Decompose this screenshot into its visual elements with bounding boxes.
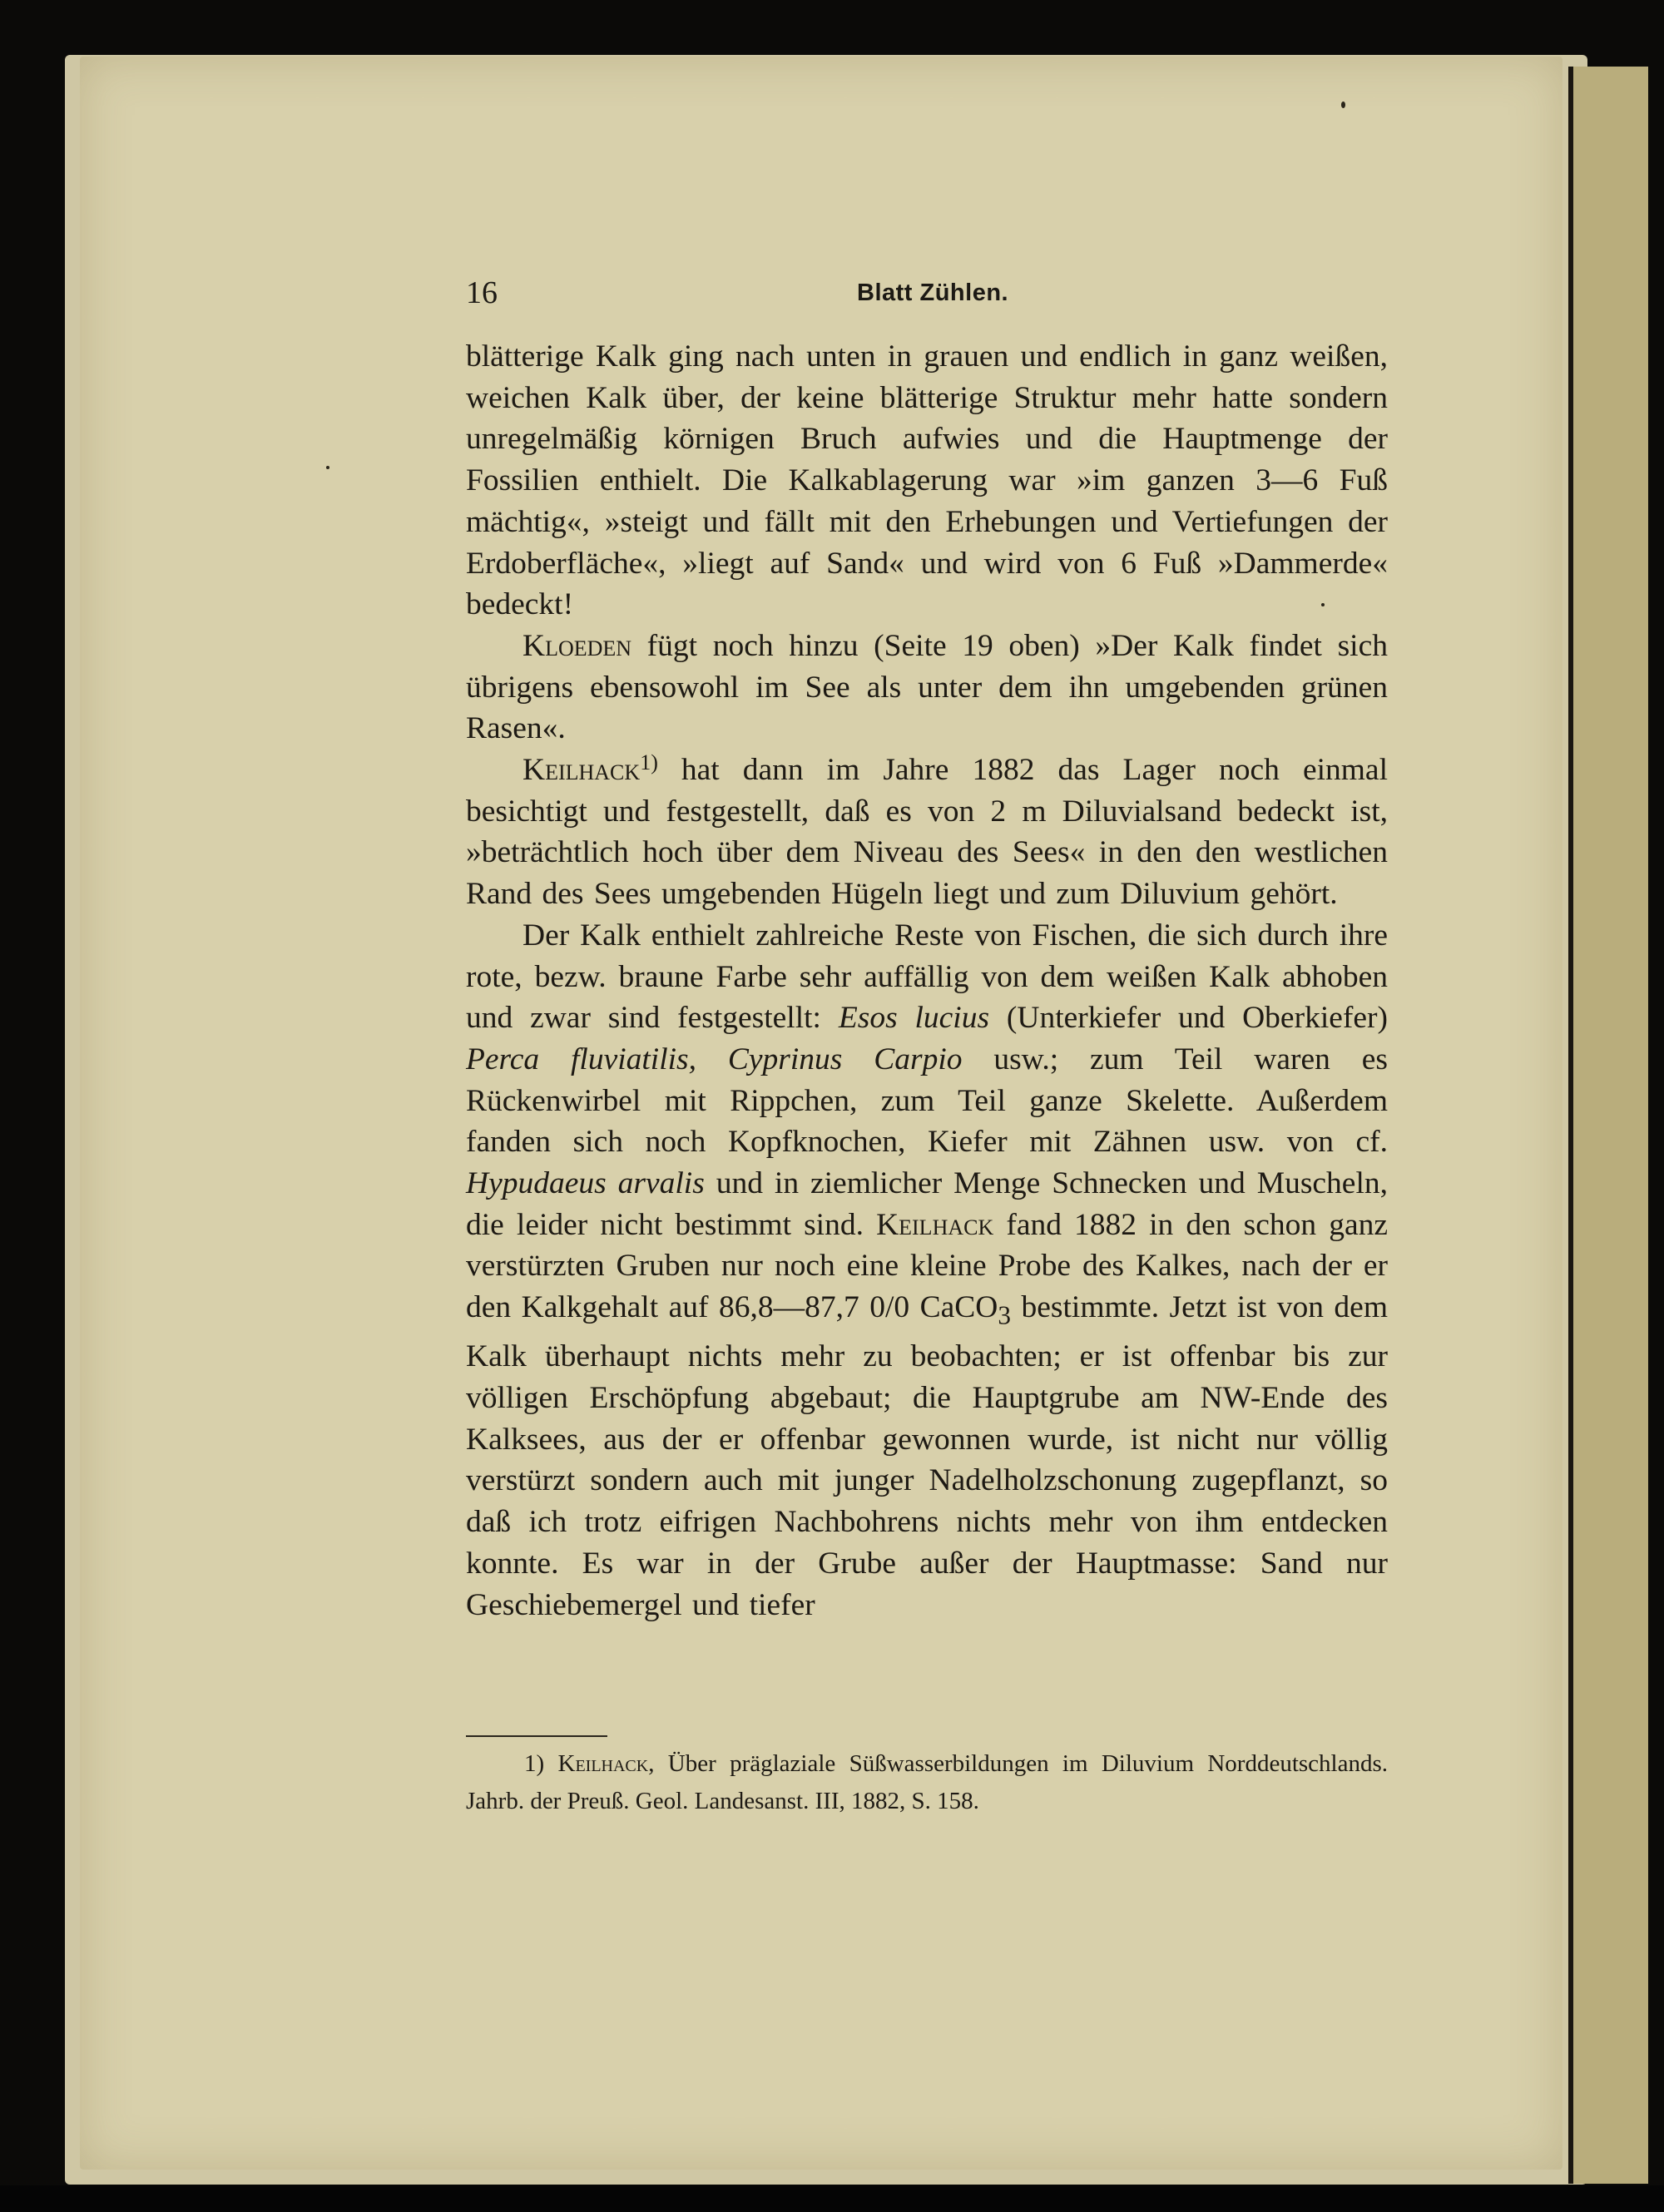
footnote <box>466 1745 1388 1820</box>
footnote-author: Keilhack, <box>557 1750 655 1777</box>
running-head <box>466 275 1381 314</box>
author-name: Keilhack <box>876 1207 994 1242</box>
footnote-rule <box>466 1735 607 1737</box>
footnote-marker: 1) <box>640 750 658 775</box>
percent-sign: 0/0 <box>869 1290 910 1325</box>
paragraph-1: blätterige Kalk ging nach unten in grauen und endlich in ganz weißen, weichen Kalk über, der keine blätterige Struktur mehr hatte sondern unregelmäßig körnigen Bruch aufwies und die Hauptmenge der Fossilien enthielt. Die Kalkablagerung war »im ganzen 3—6 Fuß mächtig«, »steigt und fällt mit den Erhebungen und Vertiefungen der Erdoberfläche«, »liegt auf Sand« und wird von 6 Fuß »Dammerde« bedeckt! <box>466 339 1388 622</box>
author-name: Kloeden <box>522 628 632 663</box>
next-page-edge <box>1568 67 1648 2184</box>
paragraph-4-text-f: CaCO <box>909 1290 998 1325</box>
page-header-title: Blatt Zühlen. <box>857 280 1009 306</box>
paragraph-4-text-c: usw.; zum Teil waren es Rückenwirbel mit Rippchen, zum Teil ganze Skelette. Außerdem fanden sich noch Kopfknochen, Kiefer mit Zähnen usw. von cf. <box>466 1042 1388 1160</box>
paragraph-4-text-e: fand 1882 in den schon ganz verstürzten Gruben nur noch eine kleine Probe des Kalkes, nach der er den Kalkgehalt auf 86,8—87,7 <box>466 1207 1388 1325</box>
paragraph-4-text-b: (Unterkiefer und Oberkiefer) <box>989 1001 1388 1036</box>
page-speck <box>326 466 329 469</box>
footnote-text: Über präglaziale Süßwasserbildungen im Diluvium Norddeutschlands. Jahrb. der Preuß. Geol. Landesanst. III, 1882, S. 158. <box>466 1750 1389 1814</box>
species-name: Perca fluviatilis, Cyprinus Carpio <box>466 1042 963 1076</box>
paragraph-4-text-a: Der Kalk enthielt zahlreiche Reste von Fischen, die sich durch ihre rote, bezw. braune Farbe sehr auffällig von dem weißen Kalk abhoben und zwar sind festgestellt: <box>466 918 1388 1036</box>
footnote-mark: 1) <box>524 1750 545 1777</box>
paragraph-2 <box>466 626 1388 750</box>
paragraph-3-text: hat dann im Jahre 1882 das Lager noch einmal besichtigt und festgestellt, daß es von 2 m Diluvialsand bedeckt ist, »beträchtlich hoch über dem Niveau des Sees« in den den westlichen Rand des Sees umgebenden Hügeln liegt und zum Diluvium gehört. <box>466 753 1388 912</box>
paragraph-3 <box>466 750 1388 915</box>
paragraph-4-text-g: bestimmte. Jetzt ist von dem Kalk überhaupt nichts mehr zu beobachten; er ist offenbar bis zur völligen Erschöpfung abgebaut; die Hauptgrube am NW-Ende des Kalksees, aus der er offenbar gewonnen wurde, ist nicht nur völlig verstürzt sondern auch mit junger Nadelholzschonung zugepflanzt, so daß ich trotz eifrigen Nachbohrens nichts mehr von ihm entdecken konnte. Es war in der Grube außer der Hauptmasse: Sand nur Geschiebemergel und tiefer <box>466 1290 1388 1622</box>
paragraph-2-text: fügt noch hinzu (Seite 19 oben) »Der Kalk findet sich übrigens ebensowohl im See als unter dem ihn umgebenden grünen Rasen«. <box>466 628 1388 746</box>
scan-background <box>0 2185 1664 2212</box>
paragraph-4-text-d: und in ziemlicher Menge Schnecken und Muscheln, die leider nicht bestimmt sind. <box>466 1166 1388 1242</box>
page-speck <box>1341 101 1345 108</box>
body-text <box>466 336 1388 1626</box>
page-number: 16 <box>466 275 498 310</box>
species-name: Esos lucius <box>838 1001 990 1036</box>
chemical-subscript: 3 <box>998 1300 1012 1330</box>
author-name: Keilhack <box>522 753 641 788</box>
species-name: Hypudaeus arvalis <box>466 1166 705 1201</box>
paragraph-4 <box>466 915 1388 1626</box>
page-speck <box>1321 603 1325 606</box>
